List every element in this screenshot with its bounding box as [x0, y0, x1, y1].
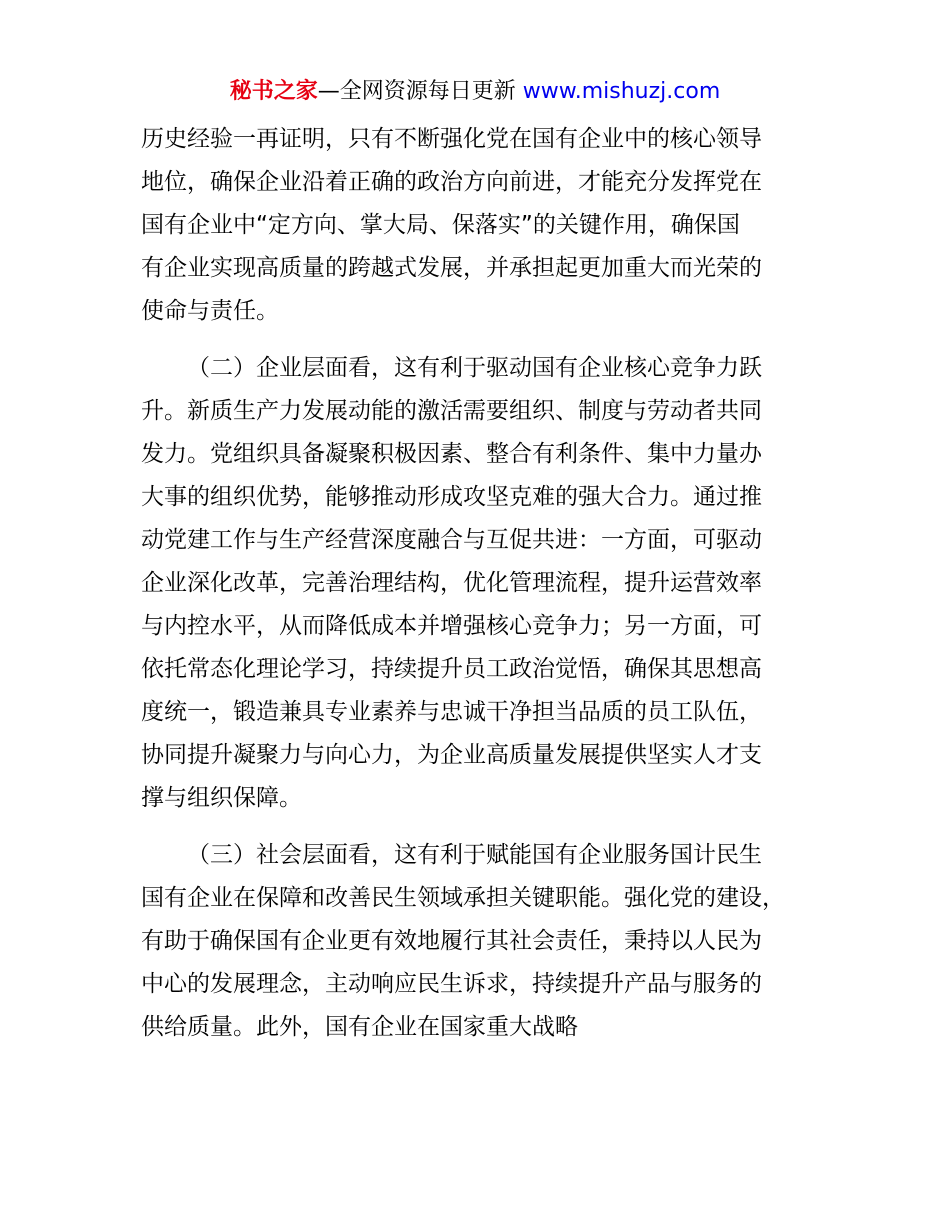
text-line: 动党建工作与生产经营深度融合与互促共进：一方面，可驱动 — [141, 527, 762, 553]
header-tagline: —全网资源每日更新 — [317, 79, 523, 104]
text-line: （二）企业层面看，这有利于驱动国有企业核心竞争力跃 — [187, 355, 762, 381]
text-line: 使命与责任。 — [141, 298, 279, 324]
text-line: 地位，确保企业沿着正确的政治方向前进，才能充分发挥党在 — [141, 169, 762, 195]
page-header — [0, 76, 950, 108]
text-line: 供给质量。此外，国有企业在国家重大战略 — [141, 1014, 578, 1040]
text-line: 国有企业中“定方向、掌大局、保落实”的关键作用，确保国 — [141, 212, 740, 238]
text-line: 国有企业在保障和改善民生领域承担关键职能。强化党的建设， — [141, 885, 785, 911]
paragraph-2 — [141, 347, 831, 820]
paragraph-3 — [141, 834, 831, 1049]
document-body — [141, 118, 831, 1063]
brand-name: 秘书之家 — [229, 79, 318, 104]
text-line: 升。新质生产力发展动能的激活需要组织、制度与劳动者共同 — [141, 398, 762, 424]
text-line: 大事的组织优势，能够推动形成攻坚克难的强大合力。通过推 — [141, 484, 762, 510]
text-line: 发力。党组织具备凝聚积极因素、整合有利条件、集中力量办 — [141, 441, 762, 467]
text-line: 有企业实现高质量的跨越式发展，并承担起更加重大而光荣的 — [141, 255, 762, 281]
text-line: 与内控水平，从而降低成本并增强核心竞争力；另一方面，可 — [141, 613, 762, 639]
text-line: 依托常态化理论学习，持续提升员工政治觉悟，确保其思想高 — [141, 656, 762, 682]
text-line: 协同提升凝聚力与向心力，为企业高质量发展提供坚实人才支 — [141, 742, 762, 768]
site-url-link[interactable]: www.mishuzj.com — [522, 79, 721, 104]
paragraph-1 — [141, 118, 831, 333]
text-line: 中心的发展理念，主动响应民生诉求，持续提升产品与服务的 — [141, 971, 762, 997]
text-line: 撑与组织保障。 — [141, 785, 302, 811]
text-line: 度统一，锻造兼具专业素养与忠诚干净担当品质的员工队伍， — [141, 699, 762, 725]
text-line: 有助于确保国有企业更有效地履行其社会责任，秉持以人民为 — [141, 928, 762, 954]
text-line: 历史经验一再证明，只有不断强化党在国有企业中的核心领导 — [141, 126, 762, 152]
text-line: 企业深化改革，完善治理结构，优化管理流程，提升运营效率 — [141, 570, 762, 596]
text-line: （三）社会层面看，这有利于赋能国有企业服务国计民生 — [187, 842, 762, 868]
